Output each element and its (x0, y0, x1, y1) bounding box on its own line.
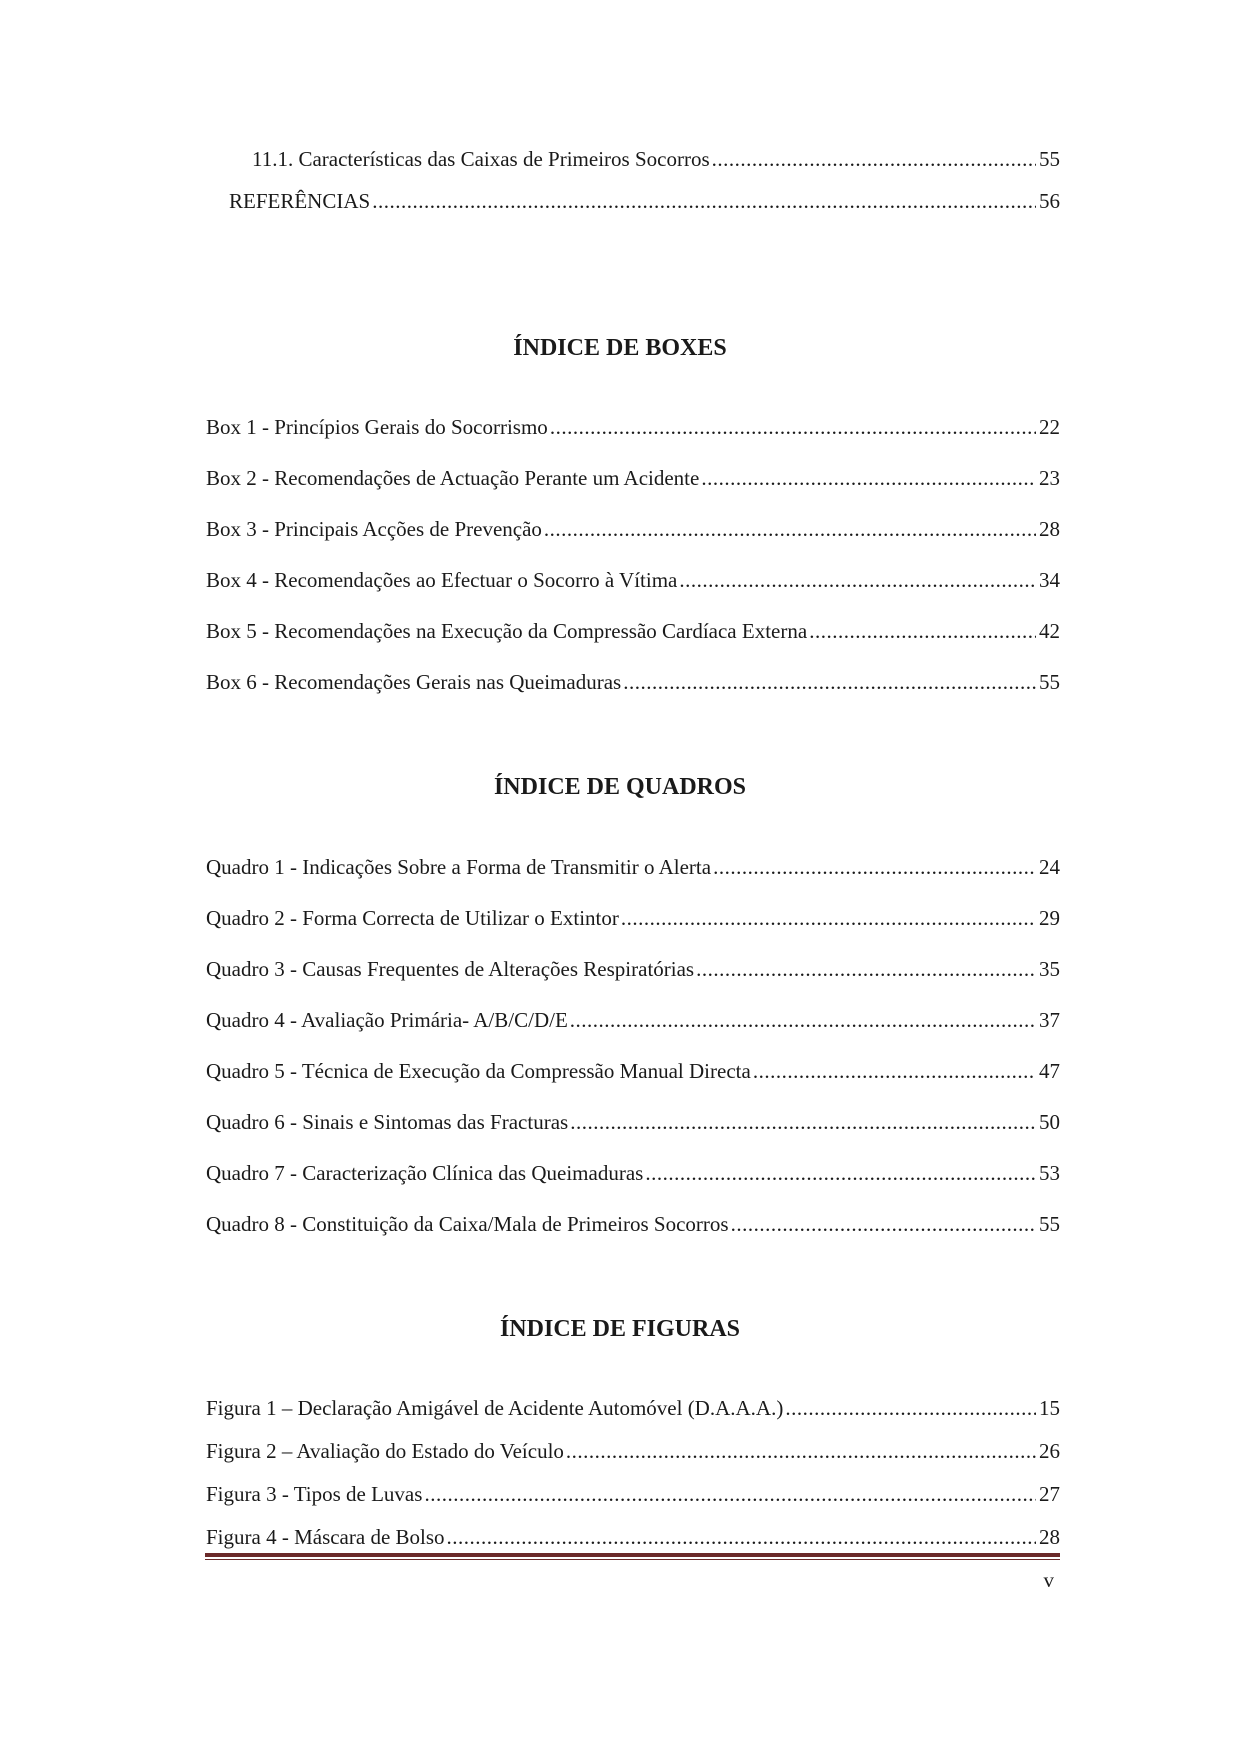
leader-dots (372, 188, 1036, 214)
box-entry-label: Box 1 - Princípios Gerais do Socorrismo (206, 415, 548, 439)
quadro-entry (206, 854, 1060, 880)
leader-dots (753, 1058, 1036, 1084)
leader-dots (447, 1524, 1036, 1550)
box-entry-label: Box 3 - Principais Acções de Prevenção (206, 517, 542, 541)
leader-dots (570, 1109, 1036, 1135)
quadro-entry-label: Quadro 1 - Indicações Sobre a Forma de Transmitir o Alerta (206, 855, 712, 879)
quadro-entry (206, 1058, 1060, 1084)
leader-dots (809, 618, 1036, 644)
quadro-entry-page: 53 (1039, 1161, 1060, 1185)
quadro-entry (206, 1160, 1060, 1186)
footer-rule-thick (205, 1553, 1060, 1557)
figura-entry (206, 1481, 1060, 1507)
leader-dots (679, 567, 1036, 593)
leader-dots (570, 1007, 1036, 1033)
box-entry-page: 22 (1039, 415, 1060, 439)
box-entry (206, 618, 1060, 644)
figura-entry-label: Figura 3 - Tipos de Luvas (206, 1482, 423, 1506)
figura-entry-label: Figura 1 – Declaração Amigável de Acidente Automóvel (D.A.A.A.) (206, 1396, 784, 1420)
quadro-entry-label: Quadro 8 - Constituição da Caixa/Mala de Primeiros Socorros (206, 1212, 729, 1236)
quadro-entry-page: 35 (1039, 957, 1060, 981)
box-entry (206, 567, 1060, 593)
footer-rule-thin (205, 1559, 1060, 1560)
quadro-entry (206, 1109, 1060, 1135)
box-entry-page: 34 (1039, 568, 1060, 592)
figura-entry-page: 27 (1039, 1482, 1060, 1506)
figura-entry (206, 1395, 1060, 1421)
toc-entry (229, 188, 1060, 214)
leader-dots (623, 669, 1036, 695)
quadro-entry (206, 1211, 1060, 1237)
figura-entry-page: 26 (1039, 1439, 1060, 1463)
box-entry-page: 23 (1039, 466, 1060, 490)
box-entry-page: 55 (1039, 670, 1060, 694)
quadro-entry-page: 24 (1039, 855, 1060, 879)
box-entry (206, 414, 1060, 440)
leader-dots (731, 1211, 1036, 1237)
leader-dots (712, 146, 1036, 172)
box-entry-label: Box 4 - Recomendações ao Efectuar o Socorro à Vítima (206, 568, 678, 592)
box-entry-label: Box 2 - Recomendações de Actuação Perante um Acidente (206, 466, 700, 490)
quadro-entry-page: 50 (1039, 1110, 1060, 1134)
figura-entry-label: Figura 2 – Avaliação do Estado do Veículo (206, 1439, 564, 1463)
box-entry-label: Box 6 - Recomendações Gerais nas Queimaduras (206, 670, 622, 694)
quadro-entry-label: Quadro 3 - Causas Frequentes de Alterações Respiratórias (206, 957, 695, 981)
quadro-entry-label: Quadro 7 - Caracterização Clínica das Queimaduras (206, 1161, 644, 1185)
quadro-entry-page: 29 (1039, 906, 1060, 930)
leader-dots (621, 905, 1036, 931)
quadro-entry-label: Quadro 2 - Forma Correcta de Utilizar o Extintor (206, 906, 619, 930)
leader-dots (645, 1160, 1036, 1186)
leader-dots (544, 516, 1036, 542)
toc-entry (252, 146, 1060, 172)
leader-dots (550, 414, 1036, 440)
toc-entry-label: 11.1. Características das Caixas de Primeiros Socorros (252, 147, 710, 171)
section-title-figuras: ÍNDICE DE FIGURAS (499, 1316, 741, 1342)
figura-entry-page: 28 (1039, 1525, 1060, 1549)
quadro-entry-label: Quadro 4 - Avaliação Primária- A/B/C/D/E (206, 1008, 568, 1032)
toc-entry-label: REFERÊNCIAS (229, 189, 371, 213)
box-entry (206, 516, 1060, 542)
figura-entry (206, 1438, 1060, 1464)
box-entry (206, 465, 1060, 491)
quadro-entry-page: 47 (1039, 1059, 1060, 1083)
page-number: v (1043, 1568, 1054, 1592)
quadro-entry (206, 956, 1060, 982)
figura-entry (206, 1524, 1060, 1550)
box-entry-label: Box 5 - Recomendações na Execução da Compressão Cardíaca Externa (206, 619, 808, 643)
footer-divider (205, 1553, 1060, 1560)
section-title-quadros: ÍNDICE DE QUADROS (493, 774, 747, 800)
leader-dots (424, 1481, 1036, 1507)
leader-dots (566, 1438, 1036, 1464)
quadro-entry-page: 55 (1039, 1212, 1060, 1236)
quadro-entry-label: Quadro 6 - Sinais e Sintomas das Fracturas (206, 1110, 569, 1134)
quadro-entry-label: Quadro 5 - Técnica de Execução da Compressão Manual Directa (206, 1059, 751, 1083)
box-entry-page: 42 (1039, 619, 1060, 643)
box-entry (206, 669, 1060, 695)
figura-entry-label: Figura 4 - Máscara de Bolso (206, 1525, 445, 1549)
quadro-entry-page: 37 (1039, 1008, 1060, 1032)
toc-entry-page: 55 (1039, 147, 1060, 171)
toc-entry-page: 56 (1039, 189, 1060, 213)
leader-dots (785, 1395, 1036, 1421)
leader-dots (701, 465, 1036, 491)
quadro-entry (206, 1007, 1060, 1033)
leader-dots (713, 854, 1036, 880)
figura-entry-page: 15 (1039, 1396, 1060, 1420)
section-title-boxes: ÍNDICE DE BOXES (513, 335, 727, 361)
leader-dots (696, 956, 1036, 982)
box-entry-page: 28 (1039, 517, 1060, 541)
quadro-entry (206, 905, 1060, 931)
